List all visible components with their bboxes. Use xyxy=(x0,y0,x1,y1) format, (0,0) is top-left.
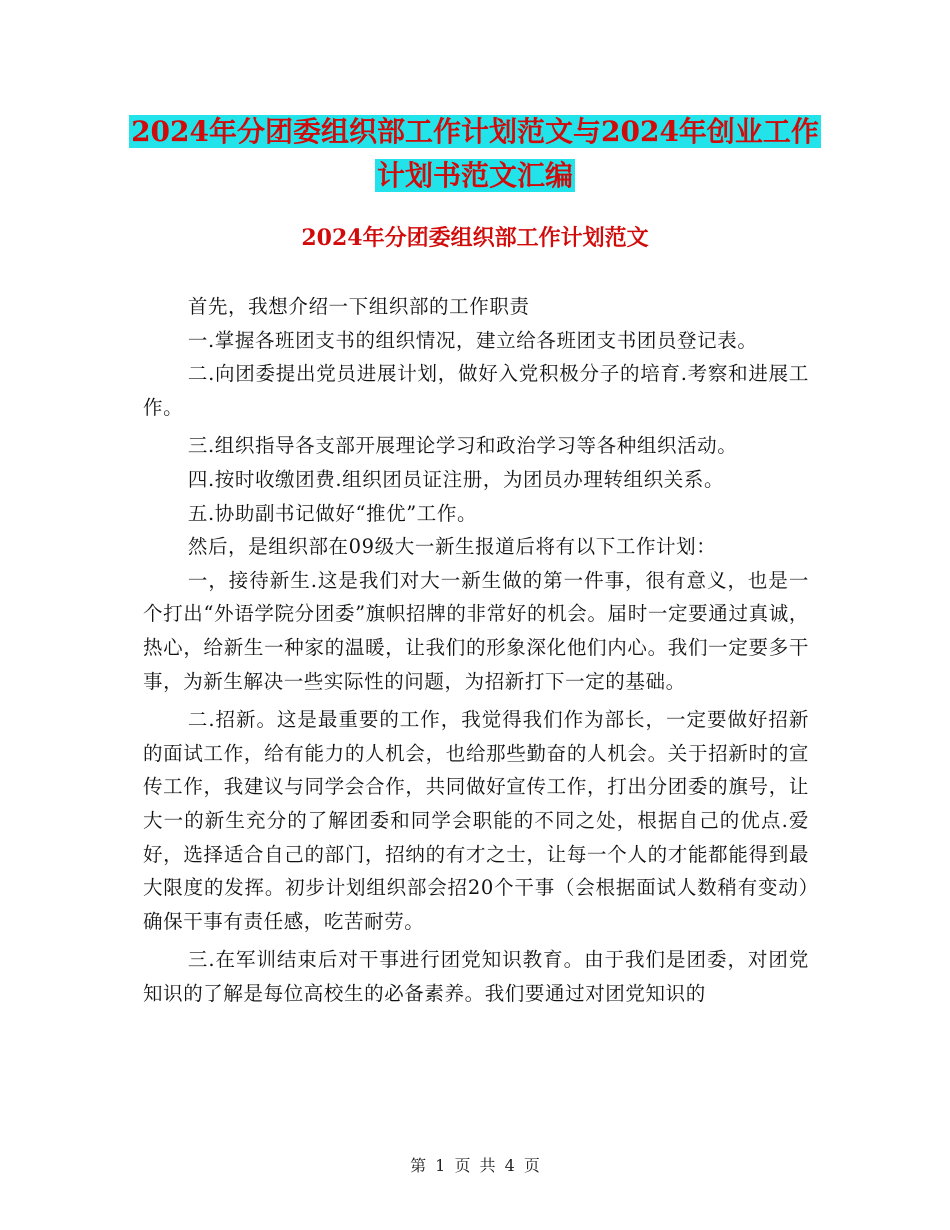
document-title-text-2: 计划书范文汇编 xyxy=(376,159,573,192)
document-body xyxy=(143,290,809,1010)
document-title-text-1: 2024年分团委组织部工作计划范文与2024年创业工作 xyxy=(131,115,819,148)
page-footer: 第 1 页 共 4 页 xyxy=(410,1156,540,1175)
section-heading: 2024年分团委组织部工作计划范文 xyxy=(301,225,649,251)
paragraph: 首先，我想介绍一下组织部的工作职责 xyxy=(187,295,530,318)
paragraph: 二.招新。这是最重要的工作，我觉得我们作为部长，一定要做好招新的面试工作，给有能力的人机会，也给那些勤奋的人机会。关于招新时的宣传工作，我建议与同学会合作，共同做好宣传工作，打出分团委的旗号，让大一的新生充分的了解团委和同学会职能的不同之处，根据自己的优点.爱好，选择适合自己的部门，招纳的有才之士，让每一个人的才能都能得到最大限度的发挥。初步计划组织部会招20个干事（会根据面试人数稍有变动）确保干事有责任感，吃苦耐劳。 xyxy=(143,708,809,933)
document-title-line-2 xyxy=(0,154,950,198)
paragraph: 三.在军训结束后对干事进行团党知识教育。由于我们是团委，对团党知识的了解是每位高校生的必备素养。我们要通过对团党知识的 xyxy=(143,948,809,1005)
paragraph: 一.掌握各班团支书的组织情况，建立给各班团支书团员登记表。 xyxy=(187,328,758,352)
paragraph: 四.按时收缴团费.组织团员证注册，为团员办理转组织关系。 xyxy=(187,467,725,491)
paragraph: 一，接待新生.这是我们对大一新生做的第一件事，很有意义，也是一个打出“外语学院分团委”旗帜招牌的非常好的机会。届时一定要通过真诚，热心，给新生一种家的温暖，让我们的形象深化他们内心。我们一定要多干事，为新生解决一些实际性的问题，为招新打下一定的基础。 xyxy=(143,568,809,693)
paragraph: 三.组织指导各支部开展理论学习和政治学习等各种组织活动。 xyxy=(187,434,738,458)
paragraph: 然后，是组织部在09级大一新生报道后将有以下工作计划： xyxy=(187,535,717,559)
paragraph: 二.向团委提出党员进展计划，做好入党积极分子的培育.考察和进展工作。 xyxy=(143,362,809,419)
paragraph: 五.协助副书记做好“推优”工作。 xyxy=(187,501,478,525)
document-title-line-1 xyxy=(0,110,950,154)
